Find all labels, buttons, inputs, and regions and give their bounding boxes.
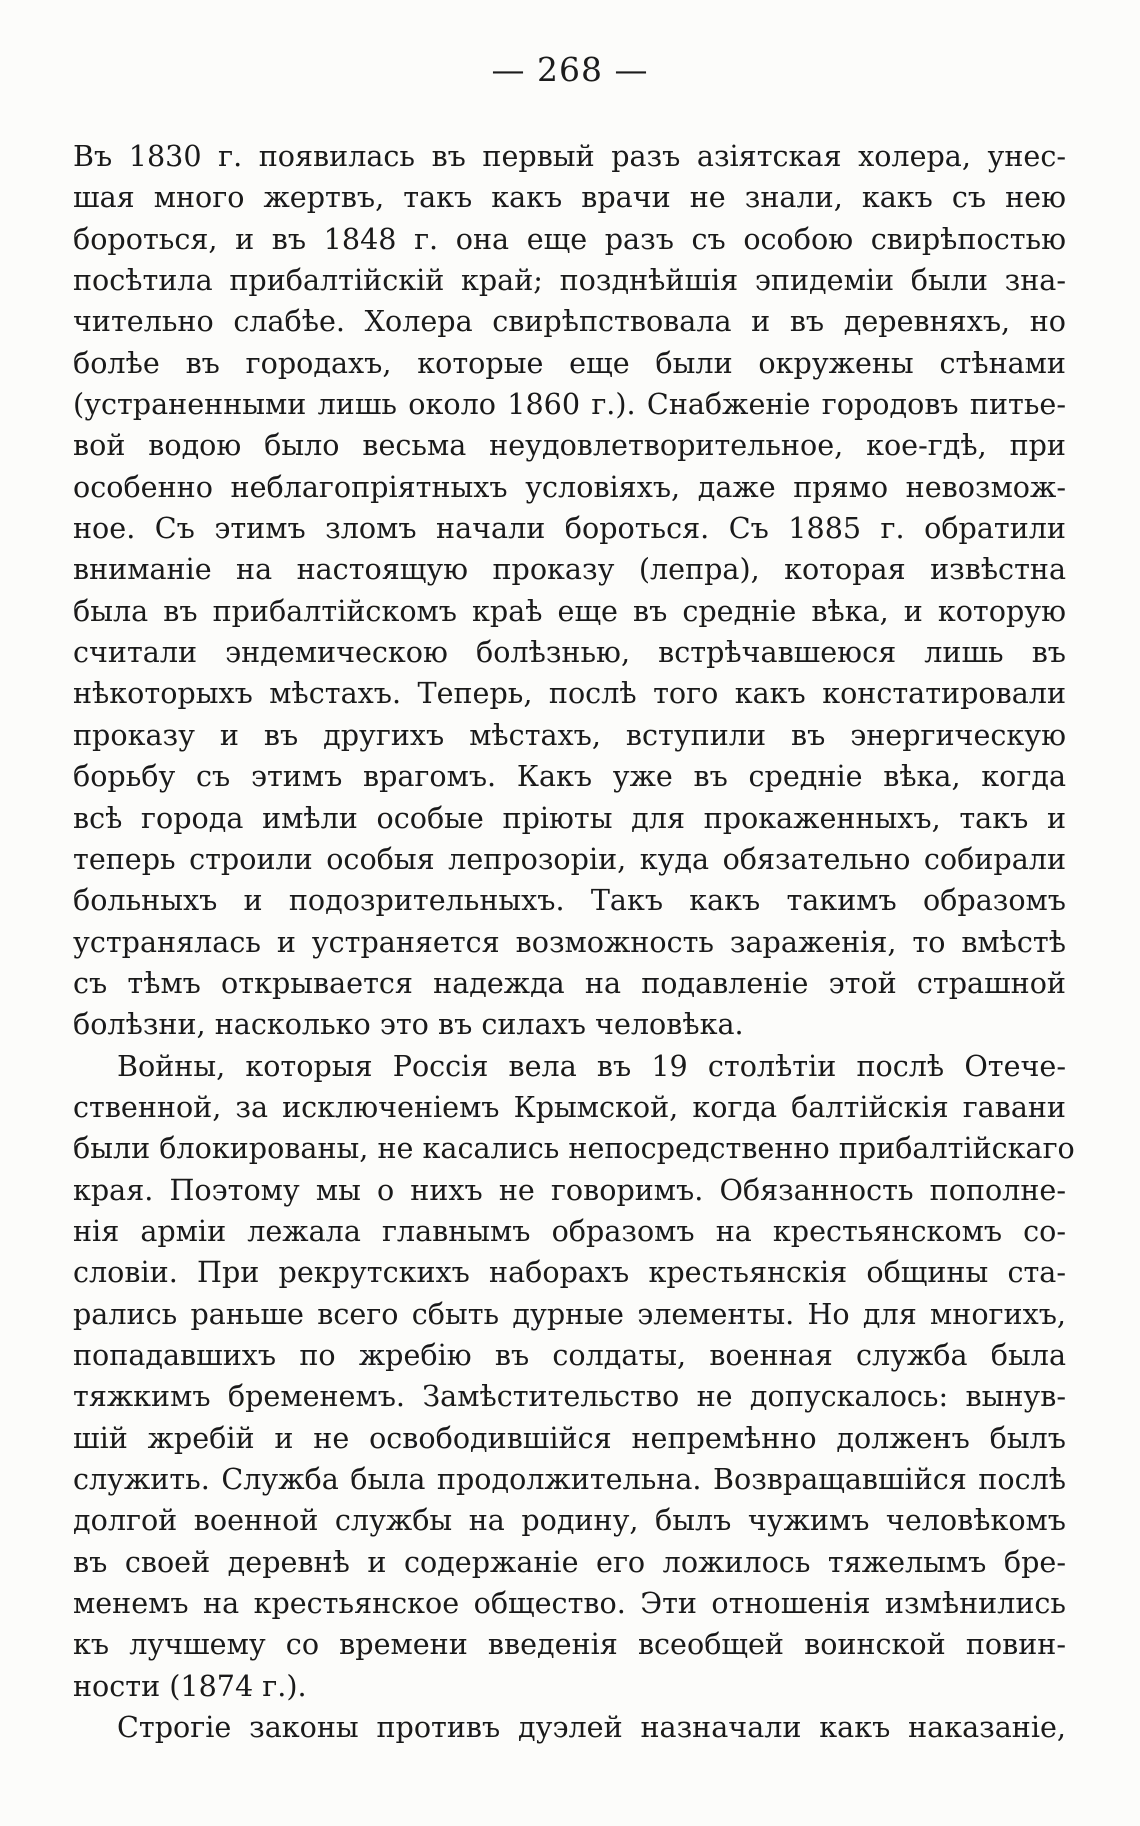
text-line: посѣтила прибалтійскій край; позднѣйшія эпидеміи были зна- [73,263,1066,298]
text-line: словіи. При рекрутскихъ наборахъ крестьянскія общины ста- [73,1255,1066,1290]
text-line: Въ 1830 г. появилась въ первый разъ азіятская холера, унес- [73,139,1066,173]
text-line: (устраненными лишь около 1860 г.). Снабженіе городовъ питье- [73,387,1066,422]
paragraph-duels [73,1707,1066,1748]
text-line: шій жребій и не освободившійся непремѣнно долженъ былъ [73,1420,1066,1455]
text-line: теперь строили особыя лепрозоріи, куда обязательно собирали [73,841,1066,876]
text-line: тяжкимъ бременемъ. Замѣстительство не допускалось: вынув- [73,1379,1066,1414]
text-line: долгой военной службы на родину, былъ чужимъ человѣкомъ [73,1503,1066,1538]
text-line: Строгіе законы противъ дуэлей назначали какъ наказаніе, [117,1710,1066,1745]
paragraph-cholera-leprosy [73,136,1066,1046]
text-line: къ лучшему со времени введенія всеобщей воинской повин- [73,1627,1066,1662]
text-line: въ своей деревнѣ и содержаніе его ложилось тяжелымъ бре- [73,1544,1066,1579]
text-line: ное. Съ этимъ зломъ начали бороться. Съ 1885 г. обратили [73,511,1066,546]
text-line: рались раньше всего сбыть дурные элементы. Но для многихъ, [73,1296,1066,1331]
body-text [73,136,1075,1748]
text-line: болѣе въ городахъ, которые еще были окружены стѣнами [73,345,1066,380]
text-line: ности (1874 г.). [73,1668,307,1703]
text-line: попадавшихъ по жребію въ солдаты, военная служба была [73,1337,1066,1372]
paragraph-wars-military-service [73,1046,1075,1708]
text-line: служить. Служба была продолжительна. Возвращавшійся послѣ [73,1462,1066,1496]
text-line: особенно неблагопріятныхъ условіяхъ, даже прямо невозмож- [73,469,1066,504]
text-line: считали эндемическою болѣзнью, встрѣчавшеюся лишь въ [73,635,1066,670]
text-line: были блокированы, не касались непосредственно прибалтійскаго [73,1131,1075,1166]
text-line: устранялась и устраняется возможность зараженія, то вмѣстѣ [73,924,1066,959]
text-line: больныхъ и подозрительныхъ. Такъ какъ такимъ образомъ [73,883,1066,918]
text-line: проказу и въ другихъ мѣстахъ, вступили въ энергическую [73,717,1066,752]
page-number: — 268 — [491,50,649,89]
text-line: нія арміи лежала главнымъ образомъ на крестьянскомъ со- [73,1213,1066,1248]
text-line: съ тѣмъ открывается надежда на подавленіе этой страшной [73,965,1066,1000]
text-line: была въ прибалтійскомъ краѣ еще въ средніе вѣка, и которую [73,593,1066,628]
text-line: ственной, за исключеніемъ Крымской, когда балтійскія гавани [73,1089,1066,1124]
text-line: всѣ города имѣли особые пріюты для прокаженныхъ, такъ и [73,800,1066,835]
text-line: бороться, и въ 1848 г. она еще разъ съ особою свирѣпостью [73,221,1066,256]
text-line: края. Поэтому мы о нихъ не говоримъ. Обязанность пополне- [73,1172,1066,1207]
text-line: вниманіе на настоящую проказу (лепра), которая извѣстна [73,552,1066,587]
text-line: нѣкоторыхъ мѣстахъ. Теперь, послѣ того какъ констатировали [73,676,1066,711]
text-line: чительно слабѣе. Холера свирѣпствовала и въ деревняхъ, но [73,304,1066,339]
text-line: вой водою было весьма неудовлетворительное, кое-гдѣ, при [73,428,1066,463]
text-line: борьбу съ этимъ врагомъ. Какъ уже въ средніе вѣка, когда [73,759,1066,794]
text-line: шая много жертвъ, такъ какъ врачи не знали, какъ съ нею [73,180,1066,215]
text-line: менемъ на крестьянское общество. Эти отношенія измѣнились [73,1586,1066,1621]
text-line: Войны, которыя Россія вела въ 19 столѣтіи послѣ Отече- [117,1048,1066,1083]
text-line: болѣзни, насколько это въ силахъ человѣка. [73,1007,744,1042]
